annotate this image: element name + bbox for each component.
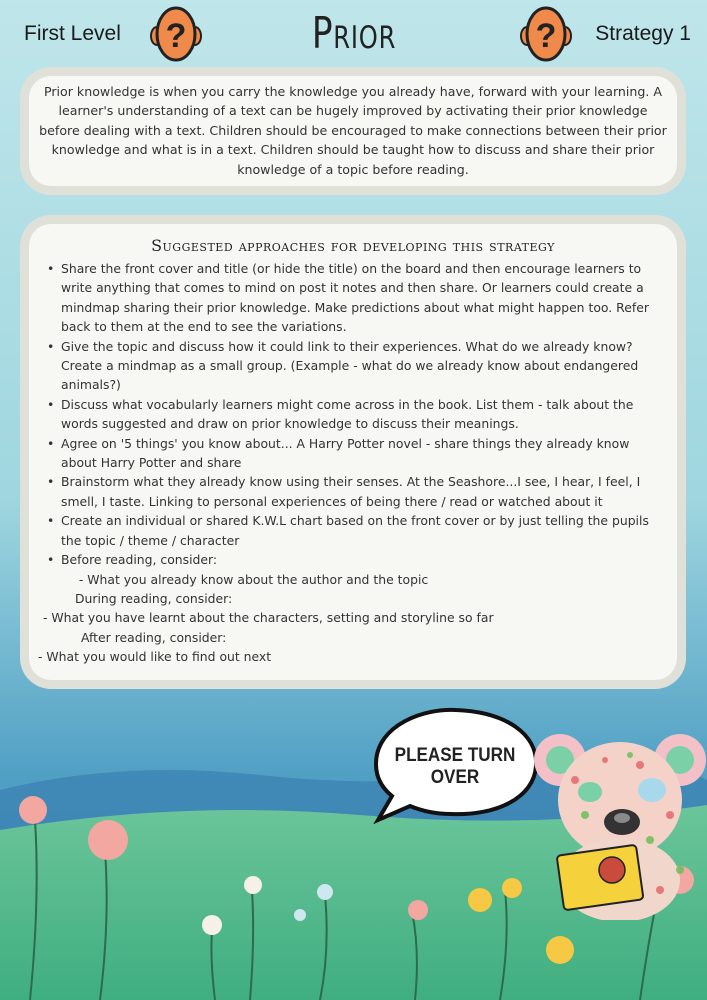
question-mark-head-icon	[520, 3, 572, 63]
during-reading-heading: During reading, consider:	[75, 590, 233, 606]
list-item: • Create an individual or shared K.W.L chart based on the front cover or by just telling the pupils the topic / theme / character	[47, 511, 669, 550]
intro-card	[29, 76, 677, 186]
after-reading-detail: - What you would like to find out next	[38, 649, 272, 665]
list-item: • Discuss what vocabularly learners might come across in the book. List them - talk about the words suggested and draw on prior knowledge to discuss their meanings.	[47, 395, 669, 434]
list-item: • Share the front cover and title (or hide the title) on the board and then encourage learners to write anything that comes to mind on post it notes and then share. Or learners could create a mindmap sharing their prior knowledge. Make predictions about what might happen too. Refer back to them at the end to see the variations.	[47, 259, 669, 337]
list-item: • Agree on '5 things' you know about... A Harry Potter novel - share things they already know about Harry Potter and share	[47, 434, 669, 473]
approaches-list	[29, 259, 677, 570]
question-mark-head-icon	[150, 3, 202, 63]
svg-text:?: ?	[165, 17, 187, 55]
list-item: • Give the topic and discuss how it could link to their experiences. What do we already know? Create a mindmap as a small group. (Example - what do we already know about endangered animals?)	[47, 337, 669, 395]
list-item: • Before reading, consider:	[47, 550, 669, 569]
page-header	[0, 0, 707, 68]
approaches-card	[29, 224, 677, 680]
page-title: Prior	[311, 8, 397, 59]
after-reading-heading: After reading, consider:	[81, 629, 227, 645]
intro-text: Prior knowledge is when you carry the knowledge you already have, forward with your learning. A learner's understanding of a text can be hugely improved by activating their prior knowledge before dealing with a text. Children should be encouraged to make connections between their prior knowledge and what is in a text. Children should be taught how to discuss and share their prior knowledge of a topic before reading.	[39, 84, 667, 177]
during-reading-detail: - What you have learnt about the characters, setting and storyline so far	[43, 610, 494, 626]
please-turn-over-label: PLEASE TURN OVER	[394, 745, 516, 788]
approaches-heading: Suggested approaches for developing this strategy	[151, 236, 555, 255]
list-item: • Brainstorm what they already know using their senses. At the Seashore...I see, I hear, I feel, I smell, I taste. Linking to personal experiences of being there / read or watched about it	[47, 472, 669, 511]
level-label: First Level	[24, 22, 121, 45]
strategy-label: Strategy 1	[595, 22, 691, 45]
svg-text:?: ?	[535, 17, 557, 55]
before-reading-detail: - What you already know about the author and the topic	[71, 571, 429, 587]
bear-mascot-icon	[530, 720, 707, 920]
